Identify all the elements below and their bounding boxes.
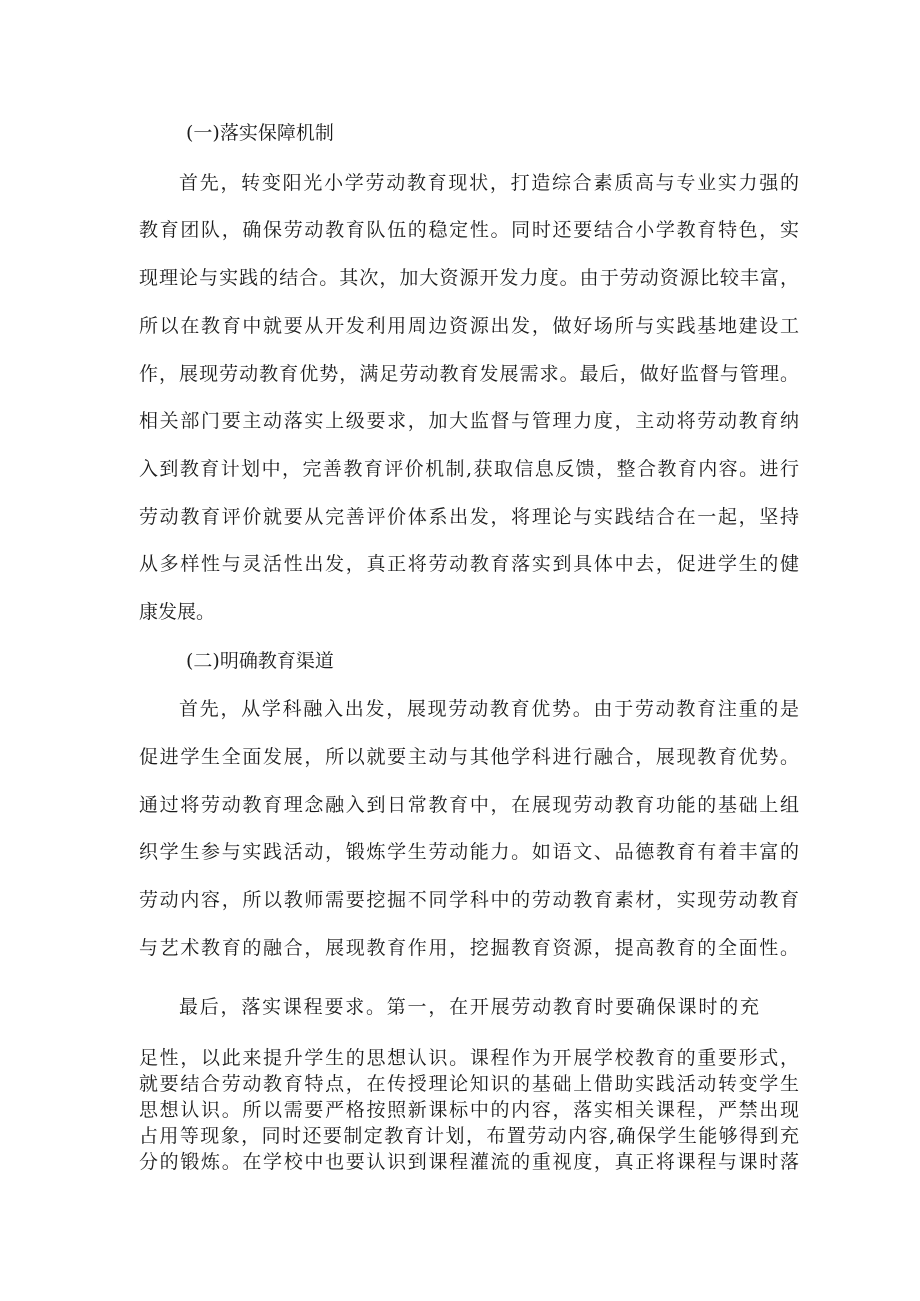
paragraph-line: 劳动教育评价就要从完善评价体系出发，将理论与实践结合在一起，坚持 [139,506,799,528]
paragraph-line: 最后，落实课程要求。第一，在开展劳动教育时要确保课时的充 [179,996,759,1018]
section-heading: (二)明确教育渠道 [186,650,334,672]
paragraph-line: 从多样性与灵活性出发，真正将劳动教育落实到具体中去，促进学生的健 [139,553,799,575]
paragraph-line: 足性，以此来提升学生的思想认识。课程作为开展学校教育的重要形式， [139,1047,799,1069]
paragraph-line: 就要结合劳动教育特点，在传授理论知识的基础上借助实践活动转变学生 [139,1073,799,1095]
paragraph-line: 康发展。 [139,601,216,623]
paragraph-line: 分的锻炼。在学校中也要认识到课程灌流的重视度，真正将课程与课时落 [139,1151,799,1173]
paragraph-line: 劳动内容，所以教师需要挖掘不同学科中的劳动教育素材，实现劳动教育 [139,889,799,911]
paragraph-line: 思想认识。所以需要严格按照新课标中的内容，落实相关课程，严禁出现 [139,1099,799,1121]
paragraph-line: 入到教育计划中，完善教育评价机制,获取信息反馈，整合教育内容。进行 [139,458,799,480]
paragraph-line: 通过将劳动教育理念融入到日常教育中，在展现劳动教育功能的基础上组 [139,794,799,816]
paragraph-line: 现理论与实践的结合。其次，加大资源开发力度。由于劳动资源比较丰富， [139,267,799,289]
paragraph-line: 相关部门要主动落实上级要求，加大监督与管理力度，主动将劳动教育纳 [139,410,799,432]
paragraph-line: 促进学生全面发展，所以就要主动与其他学科进行融合，展现教育优势。 [139,746,799,768]
paragraph-line: 占用等现象，同时还要制定教育计划，布置劳动内容,确保学生能够得到充 [139,1125,799,1147]
paragraph-line: 与艺术教育的融合，展现教育作用，挖掘教育资源，提高教育的全面性。 [139,937,799,959]
paragraph-line: 作，展现劳动教育优势，满足劳动教育发展需求。最后，做好监督与管理。 [139,363,799,385]
paragraph-line: 首先，转变阳光小学劳动教育现状，打造综合素质高与专业实力强的 [179,172,799,194]
paragraph-line: 首先，从学科融入出发，展现劳动教育优势。由于劳动教育注重的是 [179,698,799,720]
paragraph-line: 教育团队，确保劳动教育队伍的稳定性。同时还要结合小学教育特色，实 [139,219,799,241]
section-heading: (一)落实保障机制 [186,122,334,144]
paragraph-line: 织学生参与实践活动，锻炼学生劳动能力。如语文、品德教育有着丰富的 [139,841,799,863]
paragraph-line: 所以在教育中就要从开发利用周边资源出发，做好场所与实践基地建设工 [139,315,799,337]
